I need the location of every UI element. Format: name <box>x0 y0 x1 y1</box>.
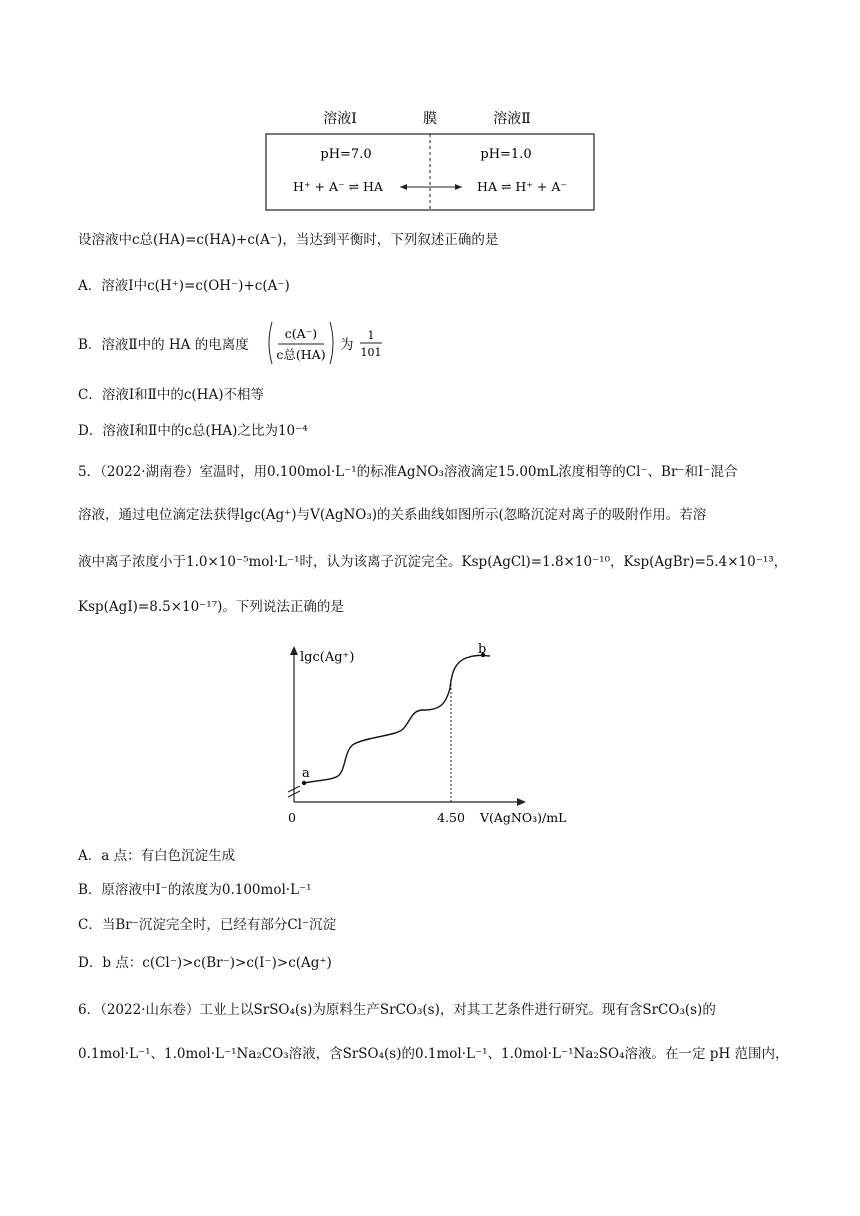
q6-line-1: 6．（2022·山东卷）工业上以SrSO₄(s)为原料生产SrCO₃(s)，对其工艺条件进行研究。现有含SrCO₃(s)的 <box>78 1002 716 1018</box>
q5-line-2: 溶液，通过电位滴定法获得lgc(Ag⁺)与V(AgNO₃)的关系曲线如图所示(忽略沉淀对离子的吸附作用。若溶 <box>78 507 707 523</box>
value-numerator: 1 <box>367 329 375 342</box>
titration-curve <box>304 655 490 783</box>
q4-option-a: A．溶液Ⅰ中c(H⁺)=c(OH⁻)+c(A⁻) <box>78 278 290 294</box>
point-a <box>302 781 306 785</box>
equilibrium-right: HA ⇌ H⁺ + A⁻ <box>477 179 567 194</box>
point-b-label: b <box>478 642 487 657</box>
ph-right: pH=1.0 <box>480 147 532 162</box>
x-axis-label: V(AgNO₃)/mL <box>480 810 567 825</box>
membrane-diagram <box>260 104 600 214</box>
q5-line-1: 5．（2022·湖南卷）室温时，用0.100mol·L⁻¹的标准AgNO₃溶液滴定15.00mL浓度相等的Cl⁻、Br⁻和I⁻混合 <box>78 464 738 480</box>
label-solution-1: 溶液Ⅰ <box>323 111 357 127</box>
fraction-denominator: c总(HA) <box>276 347 326 362</box>
point-a-label: a <box>302 766 310 781</box>
y-axis-arrow-icon <box>290 646 298 655</box>
q4-option-d: D．溶液Ⅰ和Ⅱ中的c总(HA)之比为10⁻⁴ <box>78 423 308 439</box>
right-paren <box>330 322 333 364</box>
label-membrane: 膜 <box>423 111 437 127</box>
q4-option-b-wei: 为 <box>340 337 354 353</box>
label-solution-2: 溶液Ⅱ <box>493 111 531 127</box>
ph-left: pH=7.0 <box>320 147 372 162</box>
arrow-left-head-icon <box>400 184 407 190</box>
arrow-right-head-icon <box>455 184 462 190</box>
titration-chart-svg <box>280 640 590 835</box>
equilibrium-left: H⁺ + A⁻ ⇌ HA <box>293 179 383 194</box>
q5-line-4: Ksp(AgI)=8.5×10⁻¹⁷)。下列说法正确的是 <box>78 599 344 615</box>
q5-option-d: D．b 点：c(Cl⁻)>c(Br⁻)>c(I⁻)>c(Ag⁺) <box>78 955 332 971</box>
q6-line-2: 0.1mol·L⁻¹、1.0mol·L⁻¹Na₂CO₃溶液，含SrSO₄(s)的0.1mol·L⁻¹、1.0mol·L⁻¹Na₂SO₄溶液。在一定 pH 范围内， <box>78 1046 789 1062</box>
fraction-numerator: c(A⁻) <box>284 326 318 341</box>
q5-option-a: A．a 点：有白色沉淀生成 <box>78 848 236 864</box>
value-denominator: 101 <box>360 346 382 359</box>
q5-line-3: 液中离子浓度小于1.0×10⁻⁵mol·L⁻¹时，认为该离子沉淀完全。Ksp(AgCl)=1.8×10⁻¹⁰，Ksp(AgBr)=5.4×10⁻¹³， <box>78 554 788 570</box>
value-fraction <box>358 326 384 360</box>
q5-option-c: C．当Br⁻沉淀完全时，已经有部分Cl⁻沉淀 <box>78 917 337 933</box>
x-axis-arrow-icon <box>517 798 526 806</box>
q4-stem: 设溶液中c总(HA)=c(HA)+c(A⁻)，当达到平衡时，下列叙述正确的是 <box>78 232 499 248</box>
membrane-diagram-svg <box>260 104 600 214</box>
x-tick-0: 0 <box>288 810 296 825</box>
x-tick-450: 4.50 <box>437 810 465 825</box>
q4-option-c: C．溶液Ⅰ和Ⅱ中的c(HA)不相等 <box>78 387 264 403</box>
titration-chart <box>280 640 590 835</box>
q4-option-b-prefix: B．溶液Ⅱ中的 HA 的电离度 <box>78 337 249 353</box>
ionization-fraction <box>266 320 336 366</box>
y-axis-label: lgc(Ag⁺) <box>300 650 355 665</box>
q5-option-b: B．原溶液中I⁻的浓度为0.100mol·L⁻¹ <box>78 882 312 898</box>
left-paren <box>269 322 272 364</box>
